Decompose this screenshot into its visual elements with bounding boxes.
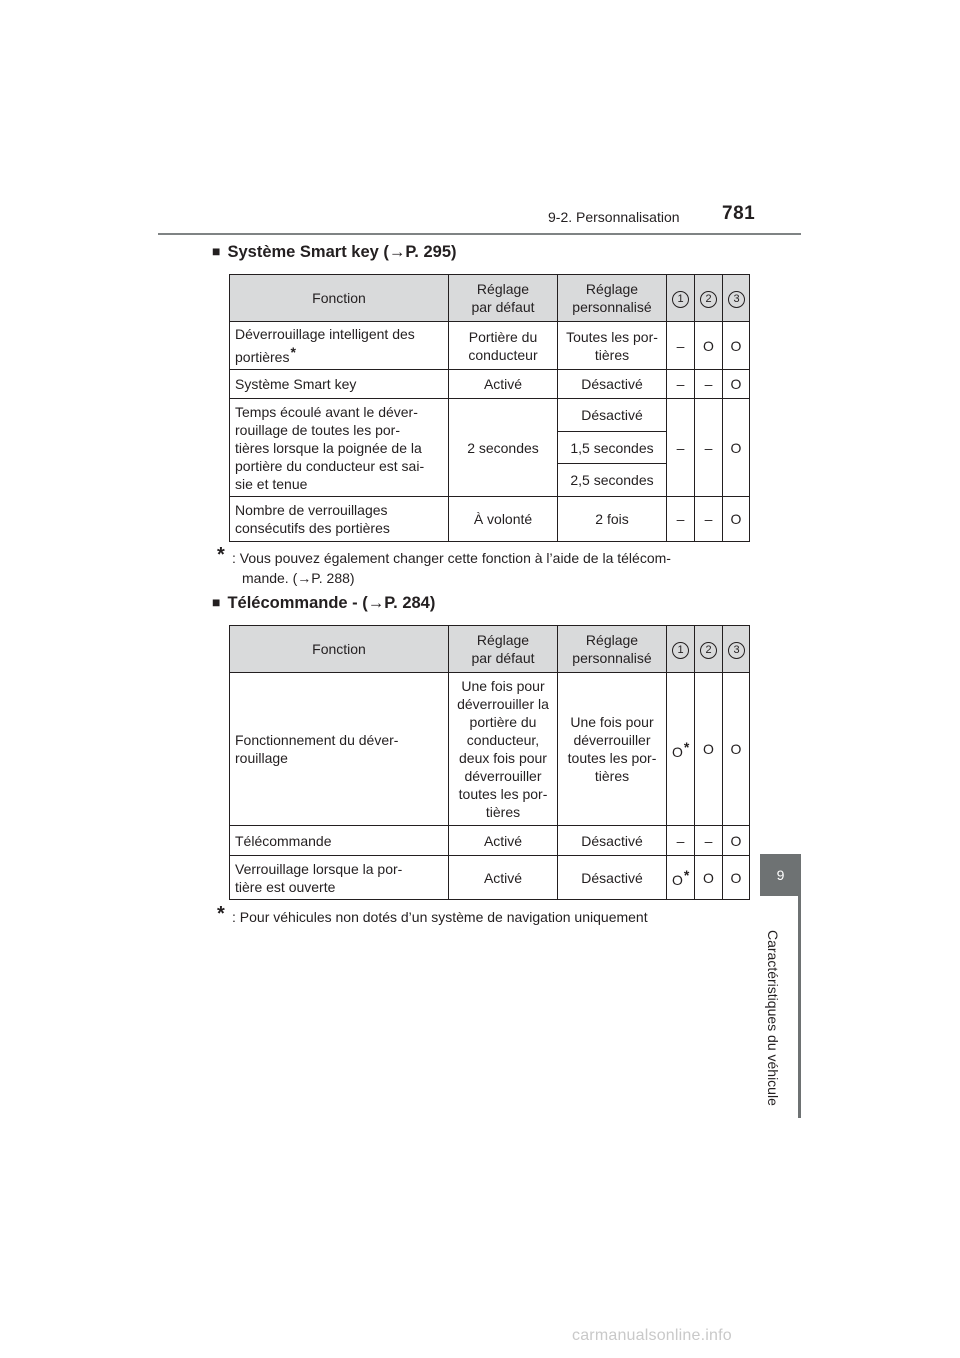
row-custom: 1,5 secondes	[558, 432, 667, 464]
row-function: Temps écoulé avant le déver- rouillage de toutes les por- tières lorsque la poignée de la portière du conducteur est sai- sie et tenue	[230, 399, 449, 497]
row-function: Déverrouillage intelligent des portières*	[230, 322, 449, 370]
row-custom: Désactivé	[558, 826, 667, 856]
table-header-row	[230, 275, 750, 322]
header-col-1	[667, 275, 695, 322]
row-c2: –	[695, 399, 723, 497]
header-custom: Réglage personnalisé	[558, 626, 667, 673]
arrow-right-icon: →	[367, 594, 385, 612]
chapter-title: Caractéristiques du véhicule	[765, 930, 781, 1106]
row-function: Fonctionnement du déver- rouillage	[230, 673, 449, 826]
chapter-tab-line	[798, 896, 801, 1118]
footnote-remote: * : Pour véhicules non dotés d’un système de navigation uniquement	[217, 903, 648, 925]
row-default: Activé	[449, 856, 558, 900]
row-c2: –	[695, 370, 723, 399]
section-heading: 9-2. Personnalisation	[548, 209, 680, 225]
row-c3: O	[723, 826, 750, 856]
row-custom: Désactivé	[558, 856, 667, 900]
header-col-2	[695, 626, 723, 673]
header-function: Fonction	[230, 626, 449, 673]
footnote-smart-key: * : Vous pouvez également changer cette fonction à l’aide de la télécom- mande. (→P. 288)	[217, 544, 671, 586]
page-number: 781	[722, 203, 756, 224]
table-row	[230, 673, 750, 826]
header-col-1	[667, 626, 695, 673]
row-c2: –	[695, 497, 723, 542]
table-header-row	[230, 626, 750, 673]
header-custom: Réglage personnalisé	[558, 275, 667, 322]
circled-3-icon: 3	[728, 291, 745, 308]
row-c3: O	[723, 322, 750, 370]
row-default: Activé	[449, 370, 558, 399]
row-custom: Désactivé	[558, 399, 667, 432]
row-c1: –	[667, 322, 695, 370]
section-title-smart-key	[212, 243, 457, 262]
row-c2: O	[695, 673, 723, 826]
footnote-star: *	[683, 867, 690, 883]
header-default: Réglage par défaut	[449, 275, 558, 322]
row-c1: –	[667, 370, 695, 399]
smart-key-table	[229, 274, 750, 542]
circled-3-icon: 3	[728, 642, 745, 659]
section-title-text: Télécommande -	[227, 594, 363, 612]
row-function: Nombre de verrouillages consécutifs des portières	[230, 497, 449, 542]
table-row	[230, 826, 750, 856]
row-custom: 2 fois	[558, 497, 667, 542]
row-custom: Une fois pour déverrouiller toutes les por- tières	[558, 673, 667, 826]
header-col-2	[695, 275, 723, 322]
row-function: Système Smart key	[230, 370, 449, 399]
table-row	[230, 322, 750, 370]
row-c2: –	[695, 826, 723, 856]
row-custom: 2,5 secondes	[558, 464, 667, 497]
row-function: Verrouillage lorsque la por- tière est ouverte	[230, 856, 449, 900]
table-row	[230, 399, 750, 432]
row-c2: O	[695, 322, 723, 370]
table-row	[230, 497, 750, 542]
row-default: À volonté	[449, 497, 558, 542]
header-default: Réglage par défaut	[449, 626, 558, 673]
row-function: Télécommande	[230, 826, 449, 856]
row-c2: O	[695, 856, 723, 900]
header-col-3	[723, 626, 750, 673]
page-reference: P. 295)	[405, 243, 457, 261]
circled-1-icon: 1	[672, 291, 689, 308]
chapter-tab	[760, 854, 801, 896]
circled-2-icon: 2	[700, 642, 717, 659]
footnote-star: *	[217, 903, 225, 925]
row-c3: O	[723, 370, 750, 399]
row-default: Une fois pour déverrouiller la portière du conducteur, deux fois pour déverrouiller toutes les por- tières	[449, 673, 558, 826]
section-title-text: Système Smart key	[227, 243, 379, 261]
row-c1: O*	[667, 673, 695, 826]
arrow-right-icon: →	[388, 243, 406, 261]
table-row	[230, 370, 750, 399]
remote-table	[229, 625, 750, 900]
circled-2-icon: 2	[700, 291, 717, 308]
ref-open: (	[383, 243, 389, 261]
square-bullet-icon: ■	[212, 594, 221, 610]
ref-open: (	[362, 594, 368, 612]
row-default: Activé	[449, 826, 558, 856]
circled-1-icon: 1	[672, 642, 689, 659]
footnote-star: *	[217, 544, 225, 566]
header-col-3	[723, 275, 750, 322]
header-function: Fonction	[230, 275, 449, 322]
section-title-remote	[212, 594, 435, 613]
row-c1: –	[667, 826, 695, 856]
row-default: Portière du conducteur	[449, 322, 558, 370]
row-custom: Toutes les por- tières	[558, 322, 667, 370]
square-bullet-icon: ■	[212, 243, 221, 259]
row-custom: Désactivé	[558, 370, 667, 399]
footnote-star: *	[683, 738, 690, 755]
row-c3: O	[723, 856, 750, 900]
row-c1: O*	[667, 856, 695, 900]
table-row	[230, 856, 750, 900]
footnote-star: *	[290, 344, 296, 360]
row-c1: –	[667, 399, 695, 497]
row-c3: O	[723, 399, 750, 497]
header-divider	[158, 233, 801, 235]
watermark: carmanualsonline.info	[572, 1327, 732, 1344]
chapter-number: 9	[776, 867, 785, 883]
row-c1: –	[667, 497, 695, 542]
row-default: 2 secondes	[449, 399, 558, 497]
row-c3: O	[723, 673, 750, 826]
page-reference: P. 284)	[384, 594, 436, 612]
row-c3: O	[723, 497, 750, 542]
